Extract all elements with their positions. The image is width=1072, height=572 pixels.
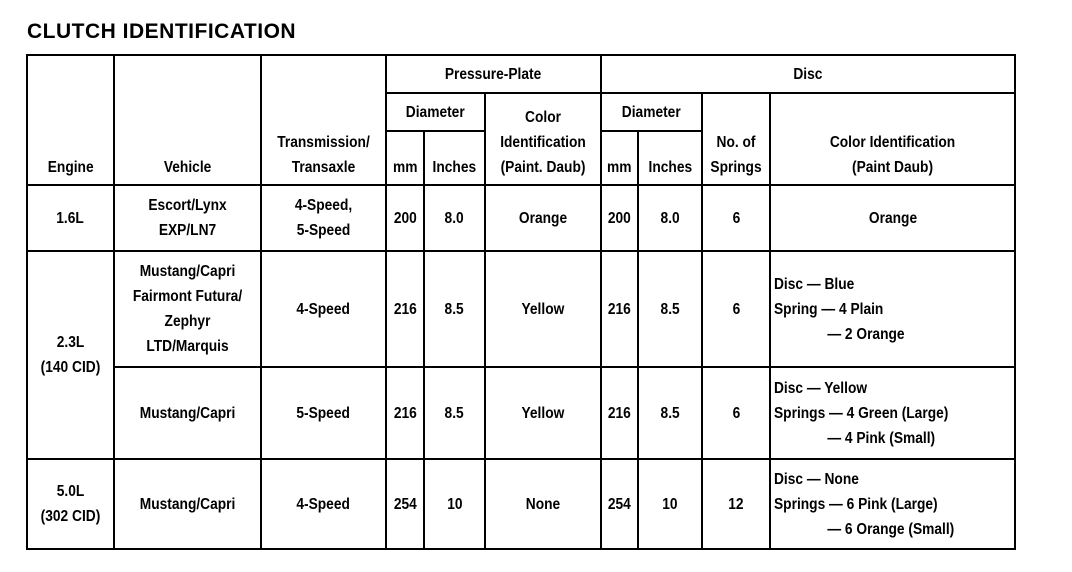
clutch-table <box>26 54 1016 550</box>
cell-disc-mm: 254 <box>601 459 638 549</box>
cell-vehicle: Mustang/Capri <box>114 459 261 549</box>
cell-vehicle: Mustang/Capri <box>114 367 261 459</box>
page-title: CLUTCH IDENTIFICATION <box>27 20 297 43</box>
cell-pp-color: Yellow <box>485 251 601 367</box>
header-disc-diameter: Diameter <box>601 93 702 131</box>
cell-vehicle: Mustang/Capri Fairmont Futura/ Zephyr LTD/Marquis <box>114 251 261 367</box>
cell-pp-inches: 8.5 <box>424 251 485 367</box>
cell-springs: 6 <box>702 185 770 251</box>
cell-engine: 2.3L (140 CID) <box>27 251 114 459</box>
cell-engine: 5.0L (302 CID) <box>27 459 114 549</box>
header-disc-inches: Inches <box>638 131 702 185</box>
cell-pp-color: None <box>485 459 601 549</box>
cell-pp-inches: 8.5 <box>424 367 485 459</box>
cell-pp-inches: 10 <box>424 459 485 549</box>
cell-springs: 12 <box>702 459 770 549</box>
header-vehicle: Vehicle <box>114 55 261 185</box>
cell-pp-inches: 8.0 <box>424 185 485 251</box>
header-no-springs: No. of Springs <box>702 93 770 185</box>
cell-disc-color: Disc — Yellow Springs — 4 Green (Large) — 4 Pink (Small) <box>770 367 1015 459</box>
cell-pp-mm: 254 <box>386 459 424 549</box>
cell-disc-inches: 8.0 <box>638 185 702 251</box>
cell-transmission: 4-Speed <box>261 459 386 549</box>
cell-springs: 6 <box>702 367 770 459</box>
header-pressure-plate: Pressure-Plate <box>386 55 601 93</box>
cell-pp-mm: 216 <box>386 251 424 367</box>
cell-disc-inches: 8.5 <box>638 251 702 367</box>
cell-disc-inches: 10 <box>638 459 702 549</box>
header-pp-diameter: Diameter <box>386 93 485 131</box>
header-disc-color: Color Identification (Paint Daub) <box>770 93 1015 185</box>
cell-pp-color: Orange <box>485 185 601 251</box>
cell-engine: 1.6L <box>27 185 114 251</box>
cell-disc-inches: 8.5 <box>638 367 702 459</box>
header-pp-inches: Inches <box>424 131 485 185</box>
cell-transmission: 5-Speed <box>261 367 386 459</box>
cell-disc-color: Orange <box>770 185 1015 251</box>
cell-transmission: 4-Speed <box>261 251 386 367</box>
header-engine: Engine <box>27 55 114 185</box>
cell-pp-mm: 216 <box>386 367 424 459</box>
cell-disc-mm: 216 <box>601 367 638 459</box>
header-row-group <box>27 55 1015 93</box>
cell-disc-color: Disc — None Springs — 6 Pink (Large) — 6 Orange (Small) <box>770 459 1015 549</box>
cell-springs: 6 <box>702 251 770 367</box>
cell-disc-mm: 200 <box>601 185 638 251</box>
header-disc-mm: mm <box>601 131 638 185</box>
table-row <box>27 367 1015 459</box>
cell-disc-color: Disc — Blue Spring — 4 Plain — 2 Orange <box>770 251 1015 367</box>
cell-disc-mm: 216 <box>601 251 638 367</box>
header-pp-mm: mm <box>386 131 424 185</box>
cell-pp-color: Yellow <box>485 367 601 459</box>
header-disc: Disc <box>601 55 1015 93</box>
cell-vehicle: Escort/Lynx EXP/LN7 <box>114 185 261 251</box>
header-transmission: Transmission/ Transaxle <box>261 55 386 185</box>
cell-transmission: 4-Speed, 5-Speed <box>261 185 386 251</box>
table-row <box>27 185 1015 251</box>
table-row <box>27 251 1015 367</box>
header-pp-color: Color Identification (Paint. Daub) <box>485 93 601 185</box>
cell-pp-mm: 200 <box>386 185 424 251</box>
table-row <box>27 459 1015 549</box>
